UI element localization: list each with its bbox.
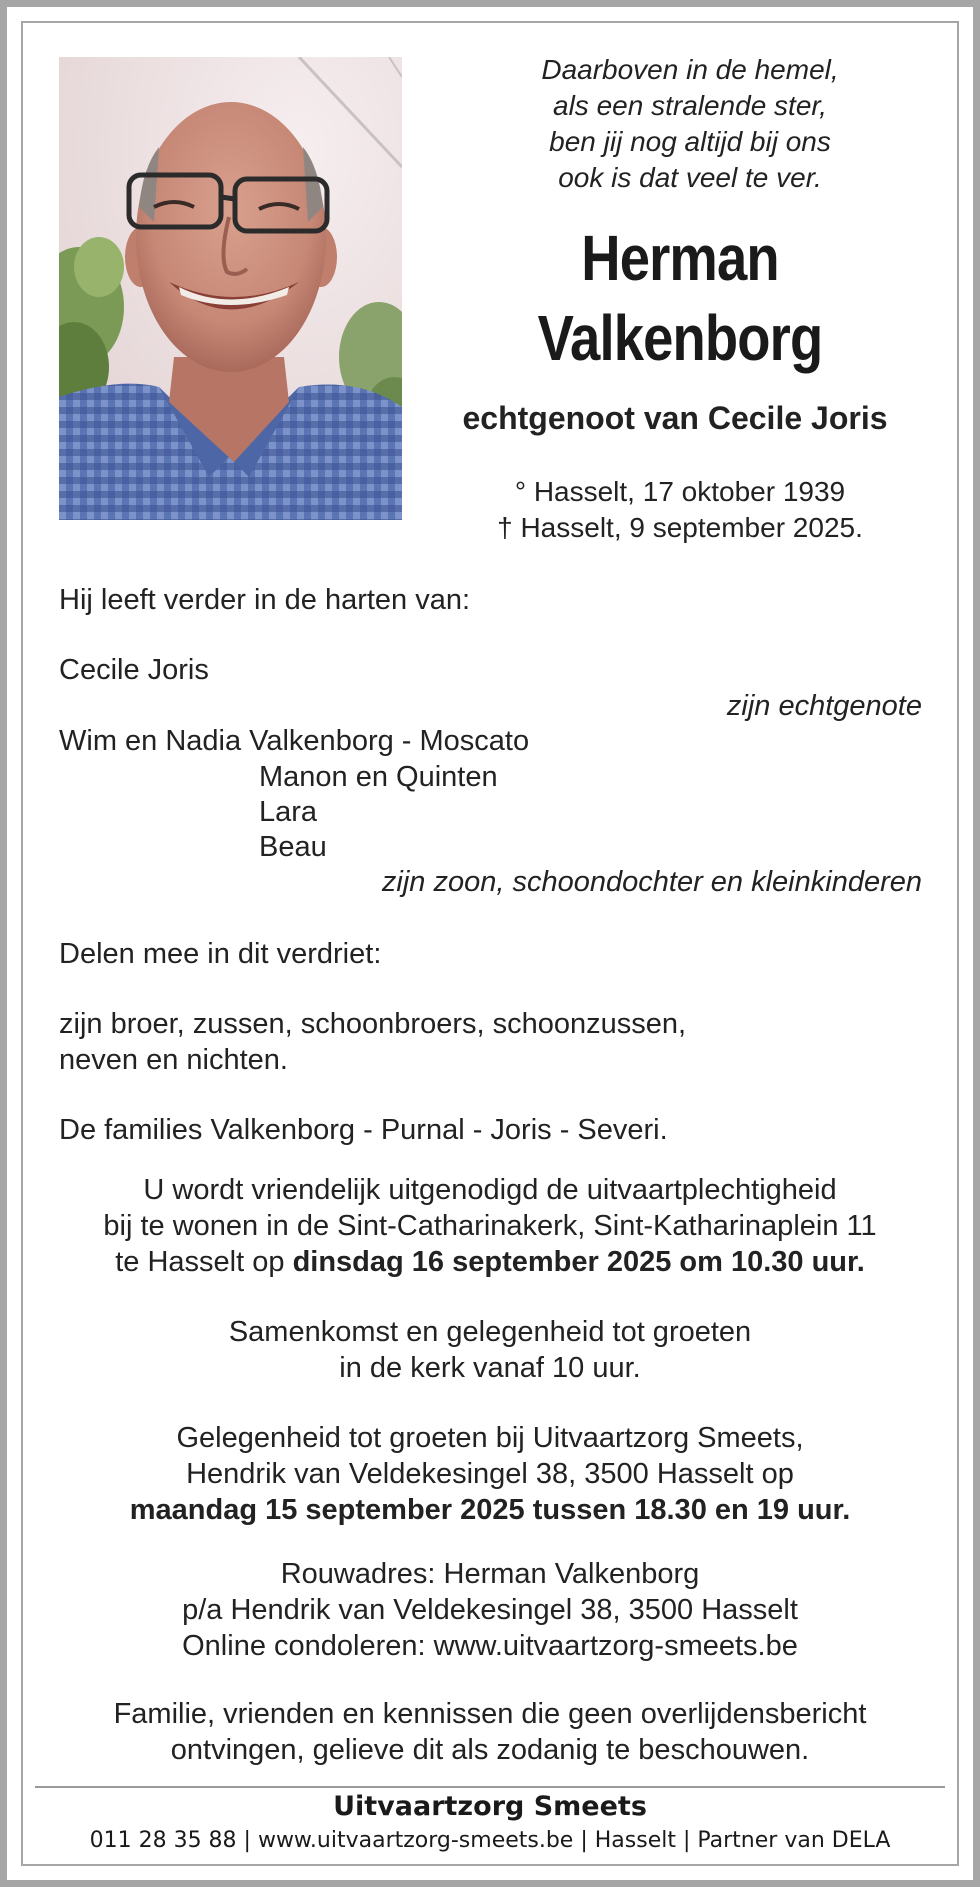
deceased-last-name: Valkenborg (537, 302, 823, 374)
grandchild-item: Beau (259, 831, 327, 863)
poem-line: als een stralende ster, (553, 90, 827, 121)
closing-line: Familie, vrienden en kennissen die geen overlijdensbericht (113, 1698, 867, 1730)
poem-line: ben jij nog altijd bij ons (549, 126, 831, 157)
gathering-line: Samenkomst en gelegenheid tot groeten (228, 1316, 752, 1348)
ceremony-line-prefix: te Hasselt op (115, 1246, 293, 1278)
ceremony-line: U wordt vriendelijk uitgenodigd de uitvaartplechtigheid (143, 1174, 837, 1206)
address-line: Rouwadres: Herman Valkenborg (280, 1558, 700, 1590)
birth-line: ° Hasselt, 17 oktober 1939 (514, 476, 846, 507)
visitation-line: Gelegenheid tot groeten bij Uitvaartzorg Smeets, (176, 1422, 804, 1454)
footer-contact: 011 28 35 88 | www.uitvaartzorg-smeets.be | Hasselt | Partner van DELA (89, 1828, 891, 1853)
portrait-photo (59, 57, 402, 520)
poem (470, 52, 910, 196)
ceremony-line: bij te wonen in de Sint-Catharinakerk, Sint-Katharinaplein 11 (103, 1210, 877, 1242)
relatives-line: zijn broer, zussen, schoonbroers, schoonzussen, (59, 1008, 687, 1040)
closing-line: ontvingen, gelieve dit als zodanig te beschouwen. (170, 1734, 810, 1766)
deceased-first-name: Herman (581, 222, 779, 294)
poem-line: Daarboven in de hemel, (541, 54, 839, 85)
gathering-line: in de kerk vanaf 10 uur. (339, 1352, 641, 1384)
survivor-spouse-name: Cecile Joris (59, 654, 209, 686)
ceremony-datetime: dinsdag 16 september 2025 om 10.30 uur. (292, 1246, 865, 1278)
gathering-block (0, 1314, 980, 1386)
relatives-line: neven en nichten. (59, 1044, 288, 1076)
ceremony-line (0, 1244, 980, 1280)
visitation-block (0, 1420, 980, 1528)
survivor-children-role: zijn zoon, schoondochter en kleinkinderen (381, 866, 922, 898)
portrait-illustration (59, 57, 402, 520)
survivor-spouse-role: zijn echtgenote (726, 690, 922, 722)
death-line: † Hasselt, 9 september 2025. (497, 512, 863, 543)
grandchild-item: Lara (259, 796, 318, 828)
address-block (0, 1556, 980, 1664)
address-line: p/a Hendrik van Veldekesingel 38, 3500 Hasselt (182, 1594, 798, 1626)
visitation-line: Hendrik van Veldekesingel 38, 3500 Hasselt op (186, 1458, 794, 1490)
ceremony-block (0, 1172, 980, 1280)
families-line: De families Valkenborg - Purnal - Joris - Severi. (59, 1114, 668, 1146)
survivor-children: Wim en Nadia Valkenborg - Moscato (59, 725, 530, 757)
spouse-line: echtgenoot van Cecile Joris (462, 400, 888, 436)
footer-divider (35, 1786, 945, 1788)
survivors-intro: Hij leeft verder in de harten van: (59, 584, 471, 616)
online-condolence-line: Online condoleren: www.uitvaartzorg-smeets.be (182, 1630, 798, 1662)
footer-company: Uitvaartzorg Smeets (333, 1791, 647, 1822)
grandchild-item: Manon en Quinten (259, 761, 498, 793)
poem-line: ook is dat veel te ver. (558, 162, 822, 193)
closing-block (0, 1696, 980, 1768)
visitation-datetime: maandag 15 september 2025 tussen 18.30 en 19 uur. (129, 1494, 851, 1526)
family-intro: Delen mee in dit verdriet: (59, 938, 382, 970)
